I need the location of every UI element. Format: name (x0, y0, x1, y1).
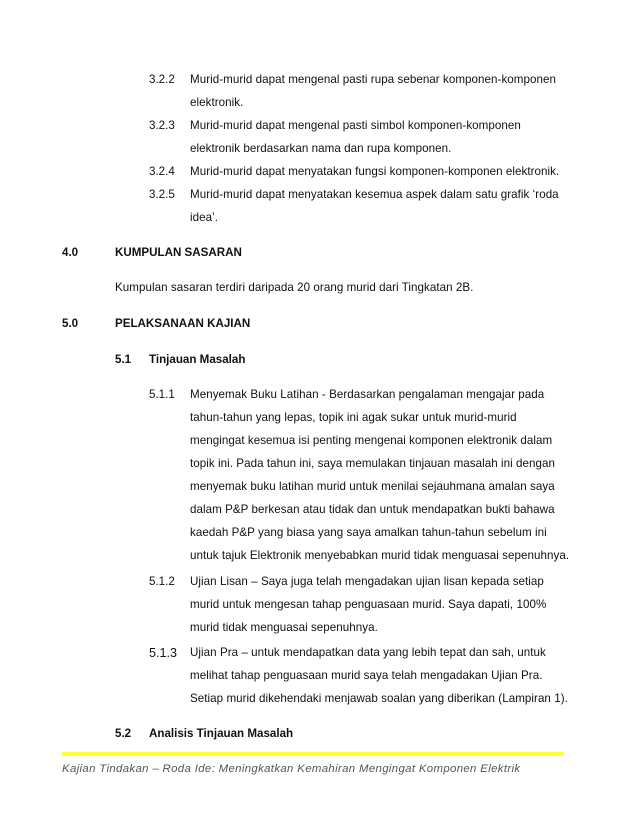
subsection-number-5-2: 5.2 (115, 727, 132, 740)
item-5-1-1-line-7: kaedah P&P yang biasa yang saya amalkan tahun-tahun sebelum ini (190, 526, 547, 539)
item-5-1-2-line-3: murid tidak menguasai sepenuhnya. (190, 621, 378, 634)
item-5-1-1-line-3: mengingat kesemua isi penting mengenai komponen elektronik dalam (190, 434, 553, 447)
item-5-1-3-line-1: Ujian Pra – untuk mendapatkan data yang lebih tepat dan sah, untuk (190, 646, 546, 659)
section-4-body: Kumpulan sasaran terdiri daripada 20 orang murid dari Tingkatan 2B. (115, 281, 474, 294)
item-number-5-1-1: 5.1.1 (149, 388, 175, 401)
item-3-2-3-line-2: elektronik berdasarkan nama dan rupa komponen. (190, 142, 452, 155)
item-3-2-5-line-2: idea’. (190, 211, 219, 224)
item-number-5-1-3: 5.1.3 (149, 646, 178, 660)
section-number-5-0: 5.0 (62, 317, 79, 330)
section-number-4-0: 4.0 (62, 246, 79, 259)
item-number-3-2-5: 3.2.5 (149, 188, 175, 201)
item-5-1-2-line-2: murid untuk mengesan tahap penguasaan murid. Saya dapati, 100% (190, 598, 547, 611)
item-5-1-2-line-1: Ujian Lisan – Saya juga telah mengadakan ujian lisan kepada setiap (190, 575, 544, 588)
section-heading-pelaksanaan-kajian: PELAKSANAAN KAJIAN (115, 317, 251, 330)
item-number-3-2-2: 3.2.2 (149, 73, 175, 86)
subsection-heading-analisis-tinjauan-masalah: Analisis Tinjauan Masalah (149, 727, 294, 740)
section-heading-kumpulan-sasaran: KUMPULAN SASARAN (115, 246, 242, 259)
item-5-1-3-line-3: Setiap murid dikehendaki menjawab soalan yang diberikan (Lampiran 1). (190, 692, 568, 705)
item-5-1-1-line-6: dalam P&P berkesan atau tidak dan untuk mendapatkan bukti bahawa (190, 503, 555, 516)
item-3-2-5-line-1: Murid-murid dapat menyatakan kesemua aspek dalam satu grafik ‘roda (190, 188, 559, 201)
item-5-1-1-line-5: menyemak buku latihan murid untuk menilai sejauhmana amalan saya (190, 480, 555, 493)
item-5-1-1-line-8: untuk tajuk Elektronik menyebabkan murid tidak menguasai sepenuhnya. (190, 549, 570, 562)
item-number-3-2-3: 3.2.3 (149, 119, 175, 132)
item-number-3-2-4: 3.2.4 (149, 165, 175, 178)
item-5-1-1-line-4: topik ini. Pada tahun ini, saya memulakan tinjauan masalah ini dengan (190, 457, 556, 470)
subsection-heading-tinjauan-masalah: Tinjauan Masalah (149, 353, 246, 366)
item-5-1-1-line-2: tahun-tahun yang lepas, topik ini agak sukar untuk murid-murid (190, 411, 517, 424)
item-5-1-3-line-2: melihat tahap penguasaan murid saya telah mengadakan Ujian Pra. (190, 669, 543, 682)
footer-divider (62, 752, 564, 756)
subsection-number-5-1: 5.1 (115, 353, 132, 366)
item-number-5-1-2: 5.1.2 (149, 575, 175, 588)
item-3-2-3-line-1: Murid-murid dapat mengenal pasti simbol komponen-komponen (190, 119, 521, 132)
page-footer: Kajian Tindakan – Roda Ide: Meningkatkan Kemahiran Mengingat Komponen Elektrik (62, 763, 521, 775)
item-3-2-2-line-1: Murid-murid dapat mengenal pasti rupa sebenar komponen-komponen (190, 73, 556, 86)
item-5-1-1-line-1: Menyemak Buku Latihan - Berdasarkan pengalaman mengajar pada (190, 388, 545, 401)
item-3-2-4-line-1: Murid-murid dapat menyatakan fungsi komponen-komponen elektronik. (190, 165, 560, 178)
item-3-2-2-line-2: elektronik. (190, 96, 244, 109)
